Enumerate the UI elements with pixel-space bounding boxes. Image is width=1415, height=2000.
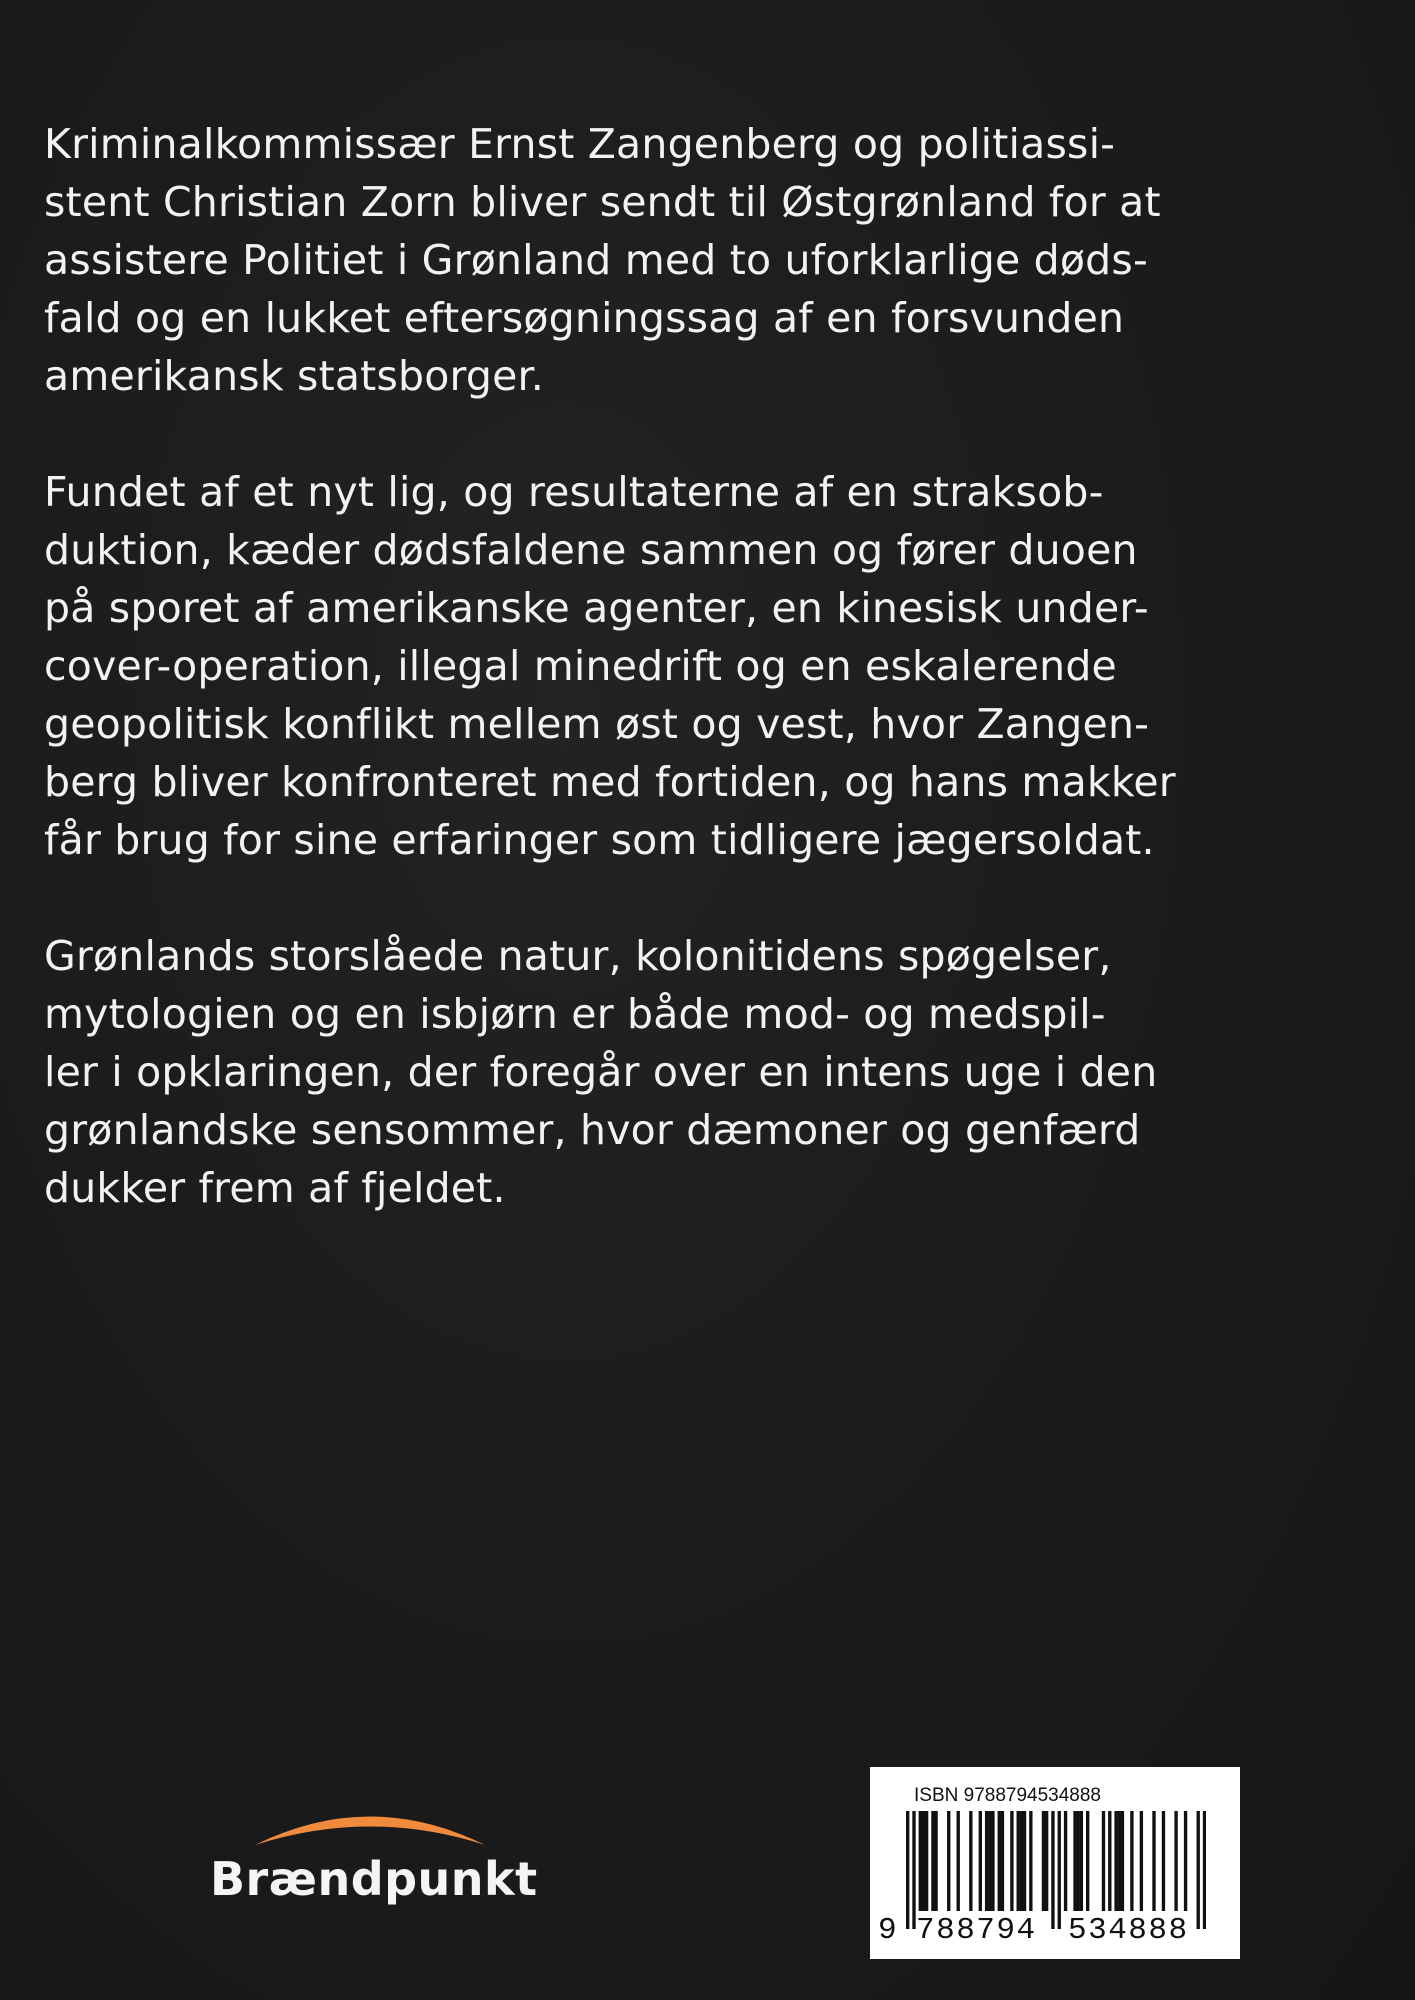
blurb-line: dukker frem af fjeldet. [44, 1164, 506, 1212]
barcode-bar [1108, 1811, 1111, 1911]
barcode-bar [1114, 1811, 1117, 1911]
blurb-line: duktion, kæder dødsfaldene sammen og fører duoen [44, 526, 1138, 574]
barcode-bar [931, 1811, 934, 1911]
barcode-bar [1174, 1811, 1177, 1911]
blurb-line: mytologien og en isbjørn er både mod- og medspil- [44, 990, 1106, 1038]
publisher-logo [210, 1800, 550, 1910]
barcode-bar [1001, 1811, 1004, 1911]
barcode-bars [906, 1811, 1206, 1929]
barcode-bar [1045, 1811, 1048, 1911]
blurb-line: stent Christian Zorn bliver sendt til Østgrønland for at [44, 178, 1161, 226]
blurb-line: Grønlands storslåede natur, kolonitidens spøgelser, [44, 932, 1112, 980]
publisher-name: Brændpunkt [210, 1852, 538, 1906]
publisher-arc-icon [245, 1800, 495, 1850]
blurb-line: får brug for sine erfaringer som tidligere jægersoldat. [44, 816, 1155, 864]
barcode-bar [1121, 1811, 1124, 1911]
barcode-bar [1020, 1811, 1023, 1911]
isbn-label: ISBN 9788794534888 [914, 1785, 1101, 1806]
barcode-bar [1073, 1811, 1076, 1911]
blurb-line: Fundet af et nyt lig, og resultaterne af en straksob- [44, 468, 1104, 516]
barcode-bar [1086, 1811, 1089, 1911]
barcode-bar [1077, 1811, 1080, 1911]
barcode-bar [1010, 1811, 1013, 1911]
blurb-paragraph-3 [44, 927, 1384, 1217]
barcode-bar [906, 1811, 909, 1929]
isbn-barcode [870, 1767, 1240, 1959]
barcode-bar [912, 1811, 915, 1929]
barcode-bar [1042, 1811, 1045, 1911]
blurb-line: på sporet af amerikanske agenter, en kinesisk under- [44, 584, 1149, 632]
barcode-bar [1080, 1811, 1083, 1911]
blurb-paragraph-1 [44, 115, 1384, 405]
barcode-bar [925, 1811, 928, 1911]
barcode-bar [922, 1811, 925, 1911]
blurb-line: ler i opklaringen, der foregår over en intens uge i den [44, 1048, 1158, 1096]
blurb-text [44, 115, 1384, 1275]
barcode-digits-right: 534888 [1068, 1913, 1189, 1948]
barcode-bar [1140, 1811, 1143, 1911]
blurb-paragraph-2 [44, 463, 1384, 869]
barcode-bar [1184, 1811, 1187, 1911]
blurb-line: berg bliver konfronteret med fortiden, og hans makker [44, 758, 1176, 806]
barcode-bar [985, 1811, 988, 1911]
barcode-bar [919, 1811, 922, 1911]
barcode-bar [969, 1811, 972, 1911]
blurb-line: Kriminalkommissær Ernst Zangenberg og politiassi- [44, 120, 1116, 168]
barcode-bar [947, 1811, 950, 1911]
barcode-bar [1029, 1811, 1032, 1911]
barcode-bar [1064, 1811, 1067, 1911]
barcode-bar [1102, 1811, 1105, 1911]
barcode-bar [988, 1811, 991, 1911]
barcode-bar [1058, 1811, 1061, 1929]
barcode-digits-left: 788794 [916, 1913, 1037, 1948]
barcode-bar [957, 1811, 960, 1911]
barcode-bar [1152, 1811, 1155, 1911]
barcode-bar [934, 1811, 937, 1911]
barcode-bar [998, 1811, 1001, 1911]
barcode-bar [1203, 1811, 1206, 1929]
blurb-line: assistere Politiet i Grønland med to uforklarlige døds- [44, 236, 1148, 284]
blurb-line: grønlandske sensommer, hvor dæmoner og genfærd [44, 1106, 1141, 1154]
barcode-bar [1051, 1811, 1054, 1929]
blurb-line: cover-operation, illegal minedrift og en eskalerende [44, 642, 1117, 690]
barcode-bar [1118, 1811, 1121, 1911]
barcode-bar [1023, 1811, 1026, 1911]
barcode-bar [1162, 1811, 1165, 1911]
barcode-digit-lead: 9 [878, 1913, 897, 1948]
barcode-bar [979, 1811, 982, 1911]
barcode-bar [1130, 1811, 1133, 1911]
barcode-bar [1197, 1811, 1200, 1929]
barcode-bar [1017, 1811, 1020, 1911]
barcode-bar [991, 1811, 994, 1911]
blurb-line: amerikansk statsborger. [44, 352, 545, 400]
blurb-line: fald og en lukket eftersøgningssag af en forsvunden [44, 294, 1125, 342]
blurb-line: geopolitisk konflikt mellem øst og vest, hvor Zangen- [44, 700, 1150, 748]
